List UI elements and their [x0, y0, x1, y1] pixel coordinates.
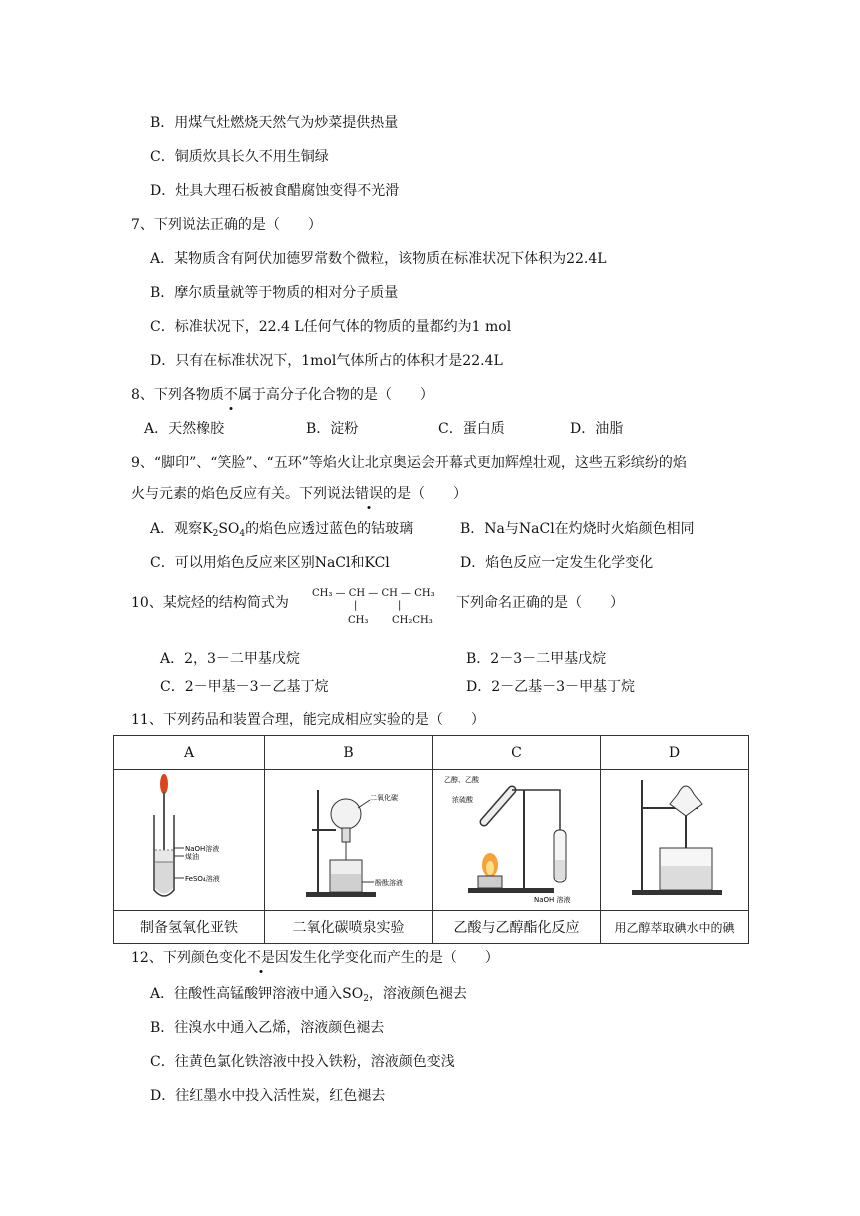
caption-b: 二氧化碳喷泉实验	[265, 911, 433, 944]
q9-stem-pre: 火与元素的焰色反应有关。下列说法	[131, 486, 355, 502]
header-a: A	[114, 736, 265, 770]
header-c: C	[433, 736, 601, 770]
q9-a-sub2: 4	[239, 529, 246, 539]
q10-stem-post: 下列命名正确的是（ ）	[456, 595, 624, 611]
q9-option-d: D．焰色反应一定发生化学变化	[460, 555, 654, 571]
q12-a-post: ，溶液颜色褪去	[368, 986, 467, 1002]
q9-stem-line2	[131, 483, 467, 503]
formula-branch-bar-1: |	[354, 600, 358, 611]
caption-c: 乙酸与乙醇酯化反应	[433, 911, 601, 944]
figure-b-label-1: 二氧化碳	[369, 794, 398, 802]
test-tube-dropper-figure	[114, 770, 264, 906]
q12-stem-pre: 12、下列颜色变化	[131, 950, 247, 966]
q12-a-sub: 2	[363, 994, 369, 1004]
esterification-figure	[434, 770, 600, 906]
q7-option-a: A．某物质含有阿伏加德罗常数个微粒，该物质在标准状况下体积为22.4L	[150, 251, 607, 267]
figure-b-cell	[265, 770, 433, 911]
extraction-figure	[602, 770, 748, 906]
q8-stem-pre: 8、下列各物质	[131, 387, 224, 403]
fountain-experiment-figure	[266, 770, 432, 906]
q9-a-mid: SO	[218, 521, 240, 537]
formula-branch-bar-2: |	[398, 600, 402, 611]
formula-branch-2: CH₂CH₃	[392, 615, 433, 626]
q12-stem-emphasis: 不是	[247, 947, 275, 967]
q10-option-b: B．2－3－二甲基戊烷	[466, 651, 607, 667]
caption-a: 制备氢氧化亚铁	[114, 911, 265, 944]
q9-option-b: B．Na与NaCl在灼烧时火焰颜色相同	[460, 521, 695, 537]
q8-stem-post: 属于高分子化合物的是（ ）	[237, 387, 434, 403]
q9-option-c: C．可以用焰色反应来区别NaCl和KCl	[150, 555, 390, 571]
experiment-table-figure-row	[114, 770, 749, 911]
q6-option-d: D．灶具大理石板被食醋腐蚀变得不光滑	[150, 183, 400, 199]
q12-a-pre: A．往酸性高锰酸钾溶液中通入SO	[150, 986, 364, 1002]
experiment-table-header-row	[114, 736, 749, 770]
formula-main-chain: CH₃ — CH — CH — CH₃	[312, 588, 435, 599]
experiment-table-caption-row	[114, 911, 749, 944]
q9-stem-line1: 9、“脚印”、“笑脸”、“五环”等焰火让北京奥运会开幕式更加辉煌壮观，这些五彩缤纷的焰	[131, 455, 687, 471]
experiment-table	[113, 735, 749, 944]
q8-option-b: B．淀粉	[306, 421, 359, 437]
figure-d-cell	[601, 770, 749, 911]
q8-option-d: D．油脂	[570, 421, 624, 437]
q10-option-a: A．2，3－二甲基戊烷	[160, 651, 300, 667]
figure-c-label-2: 浓硫酸	[451, 796, 473, 804]
figure-a-label-1: NaOH溶液	[185, 845, 220, 853]
q12-option-c: C．往黄色氯化铁溶液中投入铁粉，溶液颜色变浅	[150, 1054, 455, 1070]
header-b: B	[265, 736, 433, 770]
q12-option-a	[150, 983, 467, 1004]
q6-option-b: B．用煤气灶燃烧天然气为炒菜提供热量	[150, 115, 399, 131]
q7-option-b: B．摩尔质量就等于物质的相对分子质量	[150, 285, 399, 301]
q12-option-d: D．往红墨水中投入活性炭，红色褪去	[150, 1088, 386, 1104]
q9-stem-post: 的是（ ）	[383, 486, 467, 502]
caption-d: 用乙醇萃取碘水中的碘	[601, 911, 749, 944]
q10-option-d: D．2－乙基－3－甲基丁烷	[466, 679, 636, 695]
q9-option-a	[150, 518, 413, 539]
formula-branch-1: CH₃	[348, 615, 369, 626]
q7-option-d: D．只有在标准状况下，1mol气体所占的体积才是22.4L	[150, 353, 503, 369]
q9-a-sub1: 2	[212, 529, 219, 539]
figure-a-label-3: FeSO₄溶液	[185, 875, 220, 883]
q11-stem: 11、下列药品和装置合理，能完成相应实验的是（ ）	[131, 712, 485, 728]
figure-c-cell	[433, 770, 601, 911]
q12-stem-post: 因发生化学变化而产生的是（ ）	[274, 950, 499, 966]
q9-a-post: 的焰色应透过蓝色的钴玻璃	[245, 521, 414, 537]
figure-c-label-3: NaOH 溶液	[533, 896, 571, 904]
q9-stem-emphasis: 错误	[355, 483, 383, 503]
q8-stem-emphasis: 不	[224, 384, 238, 404]
header-d: D	[601, 736, 749, 770]
figure-a-label-2: 煤油	[185, 853, 199, 861]
q8-option-c: C．蛋白质	[438, 421, 505, 437]
q12-stem	[131, 947, 499, 967]
q6-option-c: C．铜质炊具长久不用生铜绿	[150, 149, 329, 165]
figure-c-label-1: 乙醇、乙酸	[443, 776, 479, 784]
q8-stem	[131, 384, 434, 404]
figure-b-label-2: 酚酞溶液	[374, 879, 403, 887]
q10-option-c: C．2－甲基－3－乙基丁烷	[160, 679, 329, 695]
q7-option-c: C．标准状况下，22.4 L任何气体的物质的量都约为1 mol	[150, 319, 512, 335]
q12-option-b: B．往溴水中通入乙烯，溶液颜色褪去	[150, 1020, 385, 1036]
q9-a-pre: A．观察K	[150, 521, 213, 537]
structural-formula	[312, 588, 452, 634]
q8-option-a: A．天然橡胶	[144, 421, 225, 437]
q7-stem: 7、下列说法正确的是（ ）	[131, 217, 322, 233]
q10-stem-pre: 10、某烷烃的结构简式为	[131, 595, 289, 611]
figure-a-cell	[114, 770, 265, 911]
